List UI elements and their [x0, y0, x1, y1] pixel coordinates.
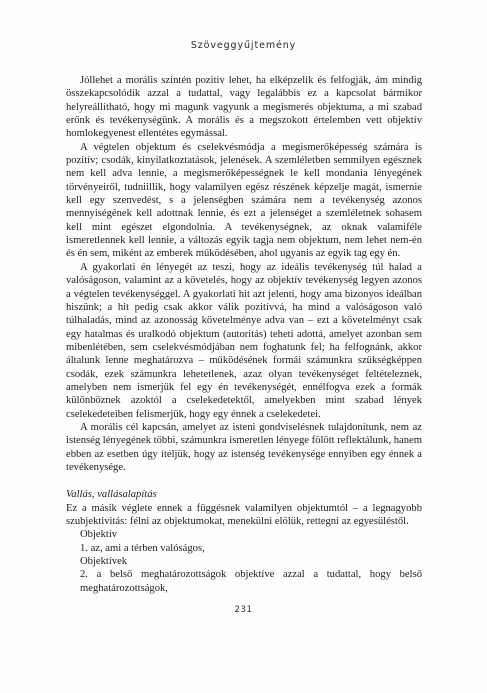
- page-number: 231: [234, 605, 253, 615]
- list-item: Objektív: [80, 529, 118, 541]
- running-header: Szöveggyűjtemény: [190, 40, 297, 51]
- paragraph: A morális cél kapcsán, amelyet az isteni gondviselésnek tulajdonítunk, nem az istenség lényegének többi, számunkra ismeretlen lényege fölött reflektálunk, hanem ebben az esetben úgy ítéljük, hogy az istenség tevékenysége ennyiben egy énnek a tevékenysége.: [66, 421, 422, 473]
- paragraph: A végtelen objektum és cselekvésmódja a megismerőképesség számára is pozitív; csodák, kinyilatkoztatások, jelenések. A szemléletben semmilyen egésznek nem kell adva lennie, a megismerőképességnek le kell mondania lényegének törvényeiről, tudniillik, hogy valamilyen egész részének képzelje magát, ismernie kell egy szenvedést, s a jelenségben számára nem a tevékenység azonos mennyiségének kell adottnak lennie, és ezt a jelenséget a szemléletnek sohasem kell mint egészet elgondolnia. A tevékenységnek, az oknak valamiféle ismeretlennek kell lennie, a változás egyik tagja nem objektum, nem lehet nem-én és én sem, miként az emberek működésében, ahol ugyanis az egyik tag egy én.: [66, 141, 422, 260]
- list-item: 2. a belső meghatározottságok objektíve azzal a tudattal, hogy belső meghatározottságok,: [80, 569, 422, 594]
- paragraph: Jóllehet a morális szintén pozitív lehet, ha elképzelik és felfogják, ám mindig összekapcsolódik azzal a tudattal, vagy legalábbis ez a kapcsolat bármikor helyreállítható, hogy mi magunk vagyunk a megismerés objektuma, a mi szabad erőnk és tevékenységünk. A morális és a megszokott értelemben vett objektív homlokegyenest ellentétes egymással.: [66, 75, 422, 140]
- section-heading: Vallás, vallásalapítás: [66, 489, 157, 501]
- body-text: [66, 74, 422, 595]
- list-item: 1. az, ami a térben valóságos,: [80, 542, 205, 554]
- section-intro: Ez a másik véglete ennek a függésnek valamilyen objektumtól – a legnagyobb szubjektivitás: félni az objektumokat, menekülni elölük, rettegni az egyesüléstől.: [66, 502, 422, 527]
- list-item: Objektívek: [80, 556, 128, 568]
- paragraph: A gyakorlati én lényegét az teszi, hogy az ideális tevékenység túl halad a valóságoson, valamint az a követelés, hogy az objektív tevékenység legyen azonos a végtelen tevékenységgel. A gyakorlati hit azt jelenti, hogy ama bizonyos ideálban hiszünk; a hit pedig csak akkor válik pozitívvá, ha mind a valóságoson való túlhaladás, mind az azonosság követelménye adva van – ezt a követelményt csak egy hatalmas és uralkodó objektum (autoritás) teheti adottá, amelyet azonban sem mibenlétében, sem cselekvésmódjában nem foghatunk fel; ha felfognánk, akkor általunk lenne meghatározva – működésének formái számunkra szükségképpen csodák, ezek számunkra lehetetlenek, azaz olyan tevékenységet feltételeznek, amelyben nem ismerjük fel egy én tevékenységét, ennélfogva ezek a formák különböznek azoktól a cselekedetektől, amelyekben mint szabad lények cselekedeteiben felismerjük, hogy egy énnek a cselekedetei.: [66, 261, 422, 420]
